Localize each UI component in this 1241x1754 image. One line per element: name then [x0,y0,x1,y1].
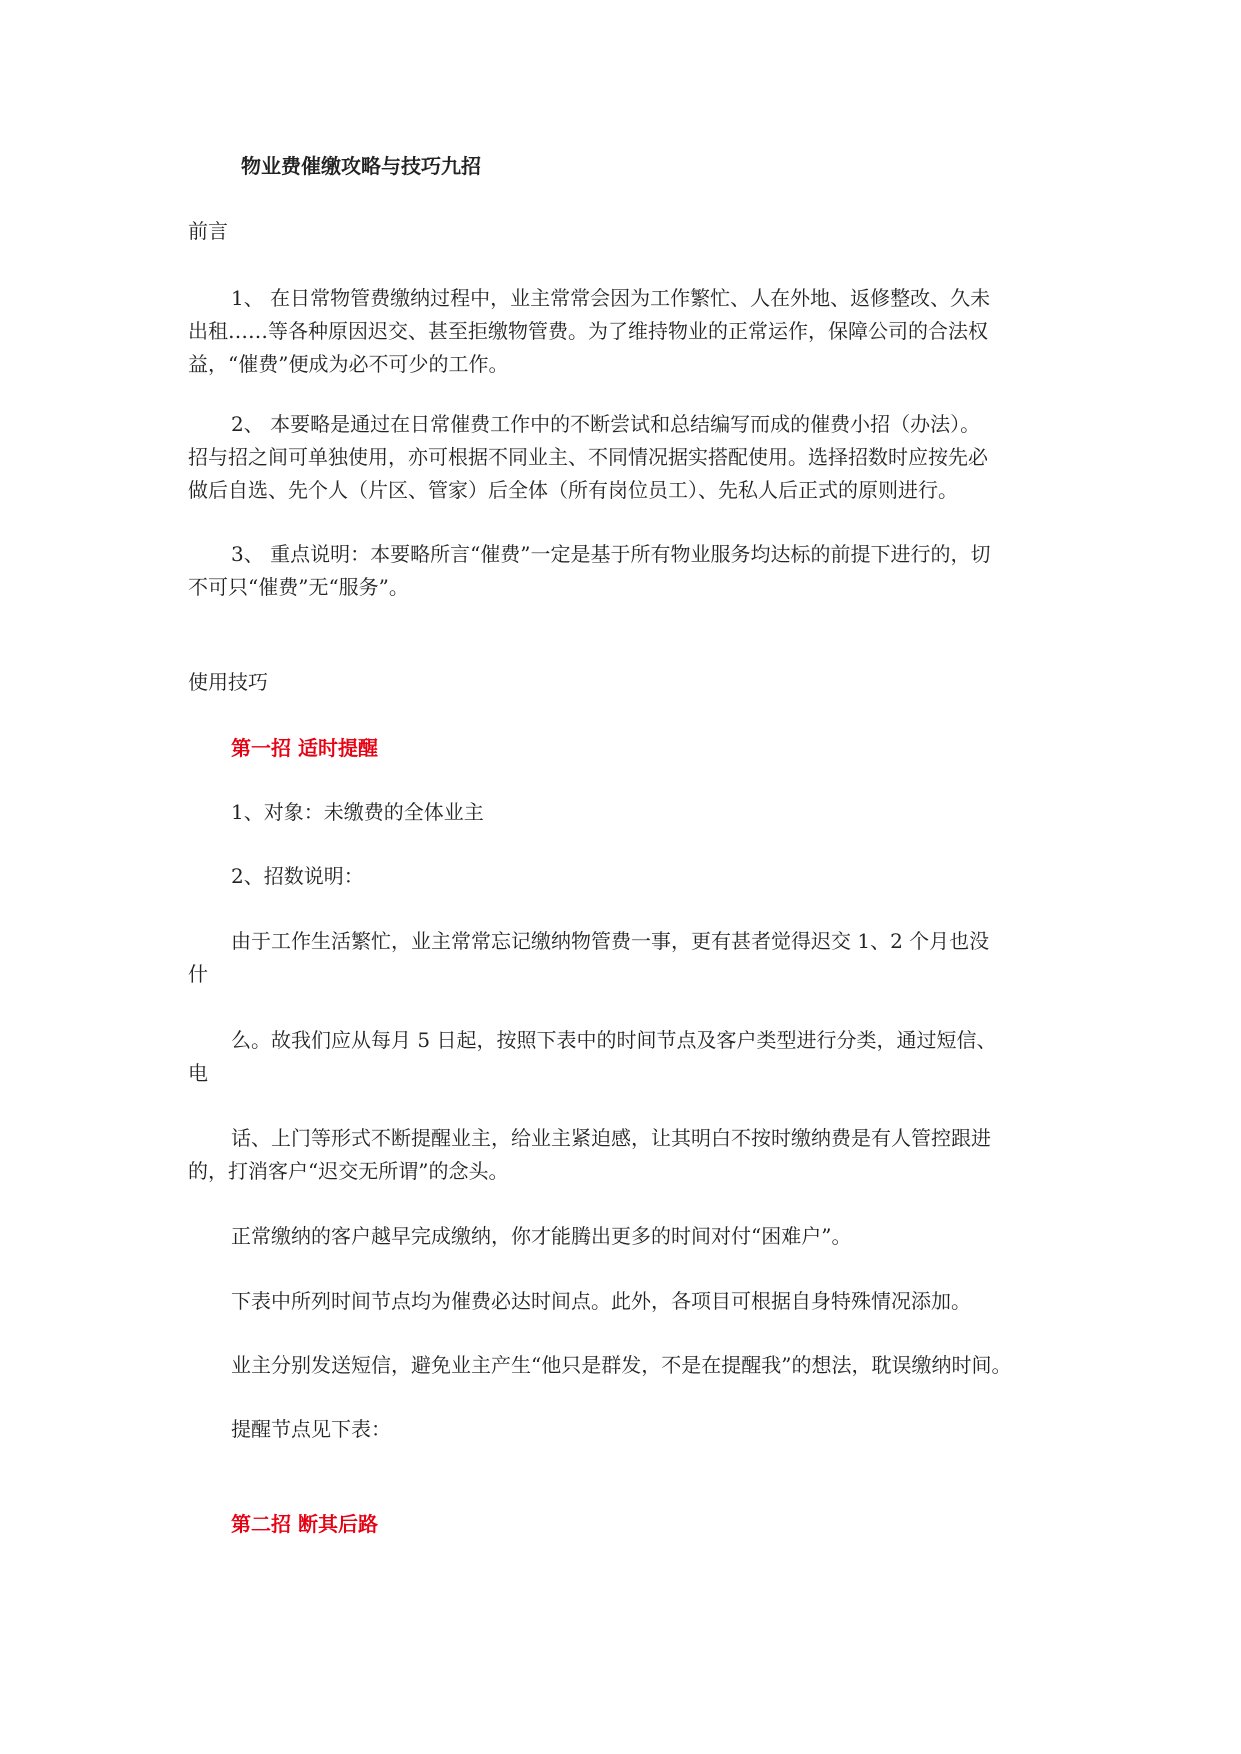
move-1-paragraph-3-line-1: 话、上门等形式不断提醒业主，给业主紧迫感，让其明白不按时缴纳费是有人管控跟进 [231,1126,991,1150]
preface-item-2 [188,408,988,507]
move-1-paragraph-7: 提醒节点见下表： [231,1417,391,1441]
move-1-target: 1、对象：未缴费的全体业主 [231,800,484,824]
move-1-paragraph-2-line-2: 电 [188,1061,208,1085]
preface-item-1-line-1: 1、 在日常物管费缴纳过程中，业主常常会因为工作繁忙、人在外地、返修整改、久未 [231,286,991,310]
move-1-paragraph-2-line-1: 么。故我们应从每月 5 日起，按照下表中的时间节点及客户类型进行分类，通过短信、 [231,1028,997,1052]
document-title: 物业费催缴攻略与技巧九招 [241,154,481,178]
move-1-paragraph-3 [188,1122,991,1188]
move-1-paragraph-2 [188,1024,996,1090]
preface-item-3-line-2: 不可只“催费”无“服务”。 [188,575,409,599]
preface-item-1-line-3: 益，“催费”便成为必不可少的工作。 [188,352,509,376]
preface-item-3-line-1: 3、 重点说明：本要略所言“催费”一定是基于所有物业服务均达标的前提下进行的，切 [231,542,991,566]
move-1-paragraph-1 [188,925,989,991]
preface-item-2-line-2: 招与招之间可单独使用，亦可根据不同业主、不同情况据实搭配使用。选择招数时应按先必 [188,445,988,469]
move-1-description-label: 2、招数说明： [231,864,364,888]
move-1-paragraph-5: 下表中所列时间节点均为催费必达时间点。此外，各项目可根据自身特殊情况添加。 [231,1289,971,1313]
move-1-paragraph-6: 业主分别发送短信，避免业主产生“他只是群发，不是在提醒我”的想法，耽误缴纳时间。 [231,1353,1012,1377]
preface-item-1 [188,282,990,381]
move-1-heading: 第一招 适时提醒 [231,736,378,760]
preface-item-1-line-2: 出租……等各种原因迟交、甚至拒缴物管费。为了维持物业的正常运作，保障公司的合法权 [188,319,988,343]
move-2-heading: 第二招 断其后路 [231,1512,378,1536]
move-1-paragraph-1-line-1: 由于工作生活繁忙，业主常常忘记缴纳物管费一事，更有甚者觉得迟交 1、2 个月也没 [231,929,990,953]
preface-item-2-line-1: 2、 本要略是通过在日常催费工作中的不断尝试和总结编写而成的催费小招（办法）。 [231,412,981,436]
section-heading-tips: 使用技巧 [188,670,268,694]
move-1-paragraph-3-line-2: 的，打消客户“迟交无所谓”的念头。 [188,1159,509,1183]
preface-item-2-line-3: 做后自选、先个人（片区、管家）后全体（所有岗位员工）、先私人后正式的原则进行。 [188,478,958,502]
section-heading-preface: 前言 [188,219,228,243]
move-1-paragraph-1-line-2: 什 [188,962,208,986]
preface-item-3 [188,538,991,604]
move-1-paragraph-4: 正常缴纳的客户越早完成缴纳，你才能腾出更多的时间对付“困难户”。 [231,1224,852,1248]
